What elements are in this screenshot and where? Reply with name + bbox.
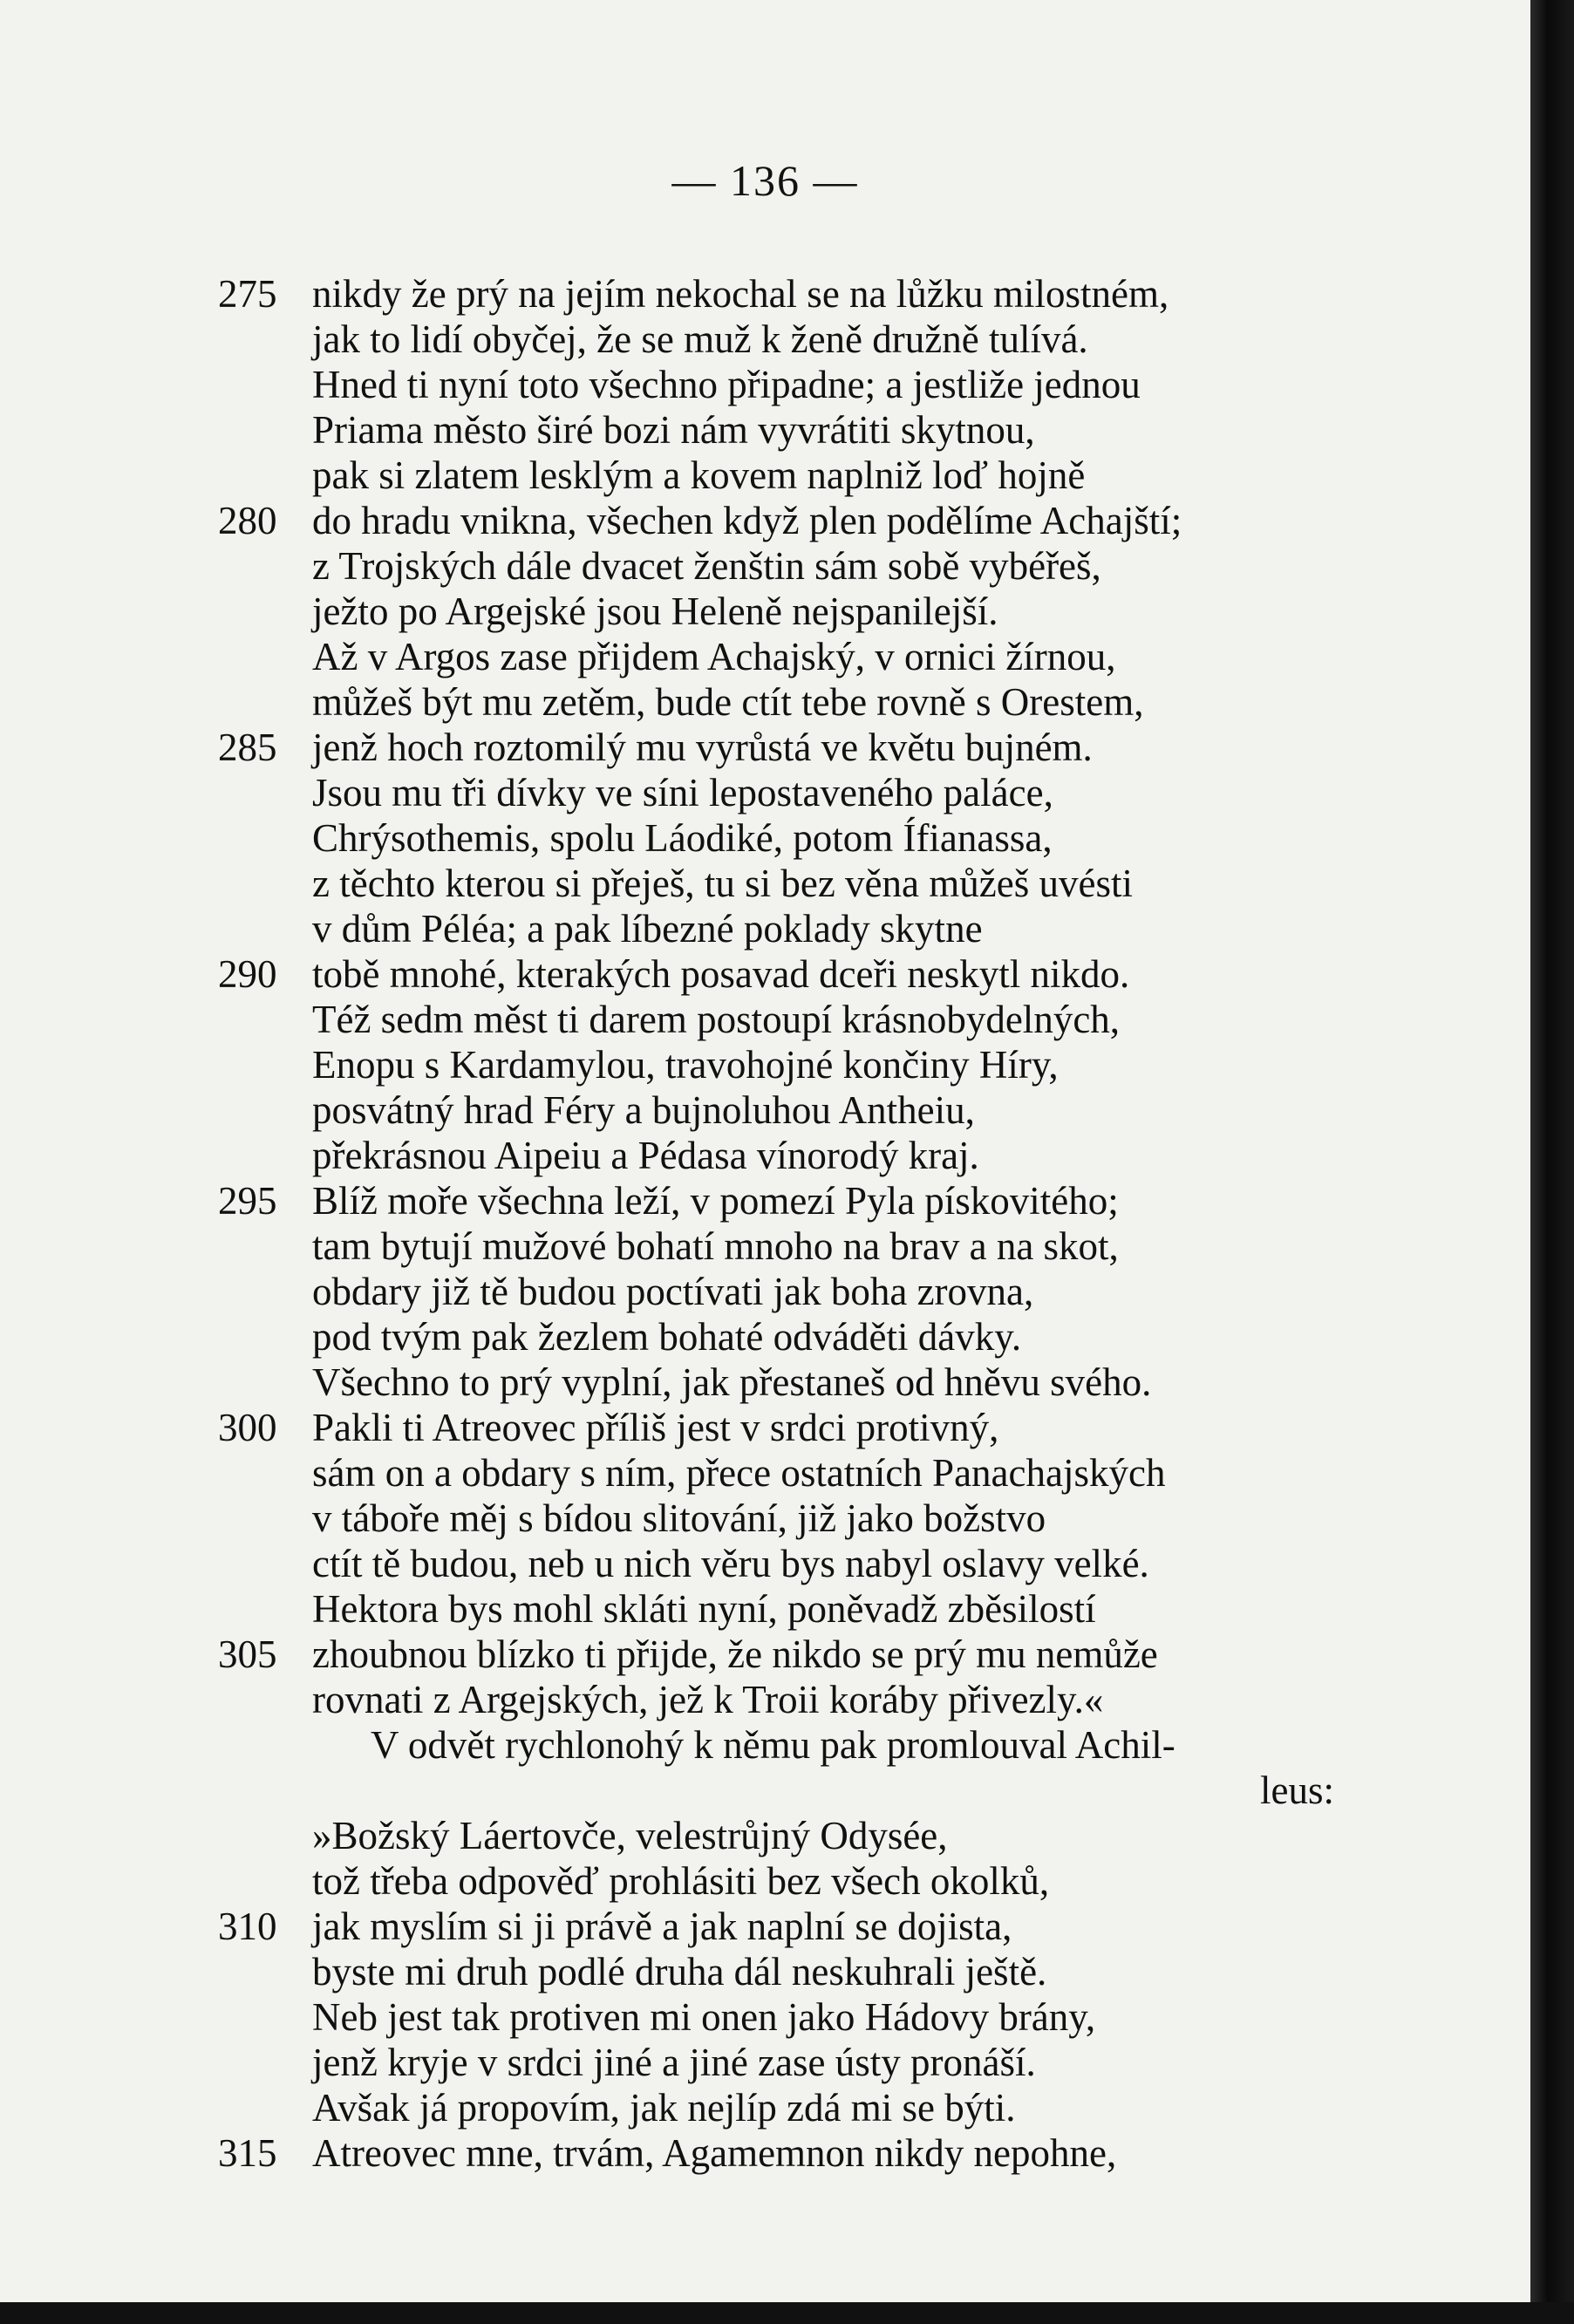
line-text: Enopu s Kardamylou, travohojné končiny Híry, bbox=[312, 1043, 1059, 1087]
verse-line bbox=[0, 815, 1530, 861]
line-text: Též sedm měst ti darem postoupí krásnobydelných, bbox=[312, 998, 1121, 1041]
verse-line bbox=[0, 1813, 1530, 1858]
line-text: Jsou mu tři dívky ve síni lepostaveného paláce, bbox=[312, 771, 1053, 814]
verse-line bbox=[0, 1269, 1530, 1314]
verse-block bbox=[0, 271, 1530, 2176]
line-text: V odvět rychlonohý k němu pak promlouval Achil- bbox=[371, 1723, 1175, 1767]
line-text: jak myslím si ji právě a jak naplní se dojista, bbox=[312, 1905, 1012, 1948]
line-text: tož třeba odpověď prohlásiti bez všech okolků, bbox=[312, 1859, 1050, 1903]
line-number: 315 bbox=[218, 2131, 277, 2175]
verse-line bbox=[0, 1223, 1530, 1269]
line-text: »Božský Láertovče, velestrůjný Odysée, bbox=[312, 1814, 948, 1857]
line-number: 305 bbox=[218, 1632, 277, 1676]
line-text: Blíž moře všechna leží, v pomezí Pyla pískovitého; bbox=[312, 1179, 1119, 1223]
verse-line bbox=[0, 997, 1530, 1042]
line-text: tam bytují mužové bohatí mnoho na brav a na skot, bbox=[312, 1224, 1119, 1268]
verse-line bbox=[0, 1087, 1530, 1133]
verse-line bbox=[0, 317, 1530, 362]
line-number: 285 bbox=[218, 726, 277, 769]
line-text: z Trojských dále dvacet ženštin sám sobě vybéřeš, bbox=[312, 544, 1101, 588]
verse-line bbox=[0, 1858, 1530, 1904]
verse-line bbox=[0, 1677, 1530, 1722]
verse-line bbox=[0, 861, 1530, 906]
line-text: ježto po Argejské jsou Heleně nejspanilejší. bbox=[312, 590, 998, 633]
line-text: v táboře měj s bídou slitování, již jako božstvo bbox=[312, 1496, 1046, 1540]
line-text: Pakli ti Atreovec příliš jest v srdci protivný, bbox=[312, 1406, 999, 1449]
verse-line bbox=[0, 679, 1530, 725]
verse-line bbox=[0, 1904, 1530, 1949]
line-text: nikdy že prý na jejím nekochal se na lůžku milostném, bbox=[312, 272, 1169, 316]
verse-line bbox=[0, 498, 1530, 543]
verse-line bbox=[0, 1994, 1530, 2040]
verse-line bbox=[0, 725, 1530, 770]
line-text: do hradu vnikna, všechen když plen podělíme Achajští; bbox=[312, 499, 1182, 542]
line-number: 275 bbox=[218, 272, 277, 316]
verse-line bbox=[0, 589, 1530, 634]
verse-line bbox=[0, 2085, 1530, 2130]
verse-line bbox=[0, 1722, 1530, 1768]
line-text: rovnati z Argejských, jež k Troii koráby přivezly.« bbox=[312, 1678, 1104, 1721]
verse-line bbox=[0, 951, 1530, 997]
line-text: pod tvým pak žezlem bohaté odváděti dávky. bbox=[312, 1315, 1022, 1359]
line-number: 300 bbox=[218, 1406, 277, 1449]
line-text: leus: bbox=[1260, 1769, 1334, 1812]
page-edge-bottom bbox=[0, 2302, 1574, 2324]
verse-line bbox=[0, 543, 1530, 589]
line-text: Atreovec mne, trvám, Agamemnon nikdy nepohne, bbox=[312, 2131, 1117, 2175]
verse-line bbox=[0, 1450, 1530, 1496]
verse-line bbox=[0, 770, 1530, 815]
line-text: sám on a obdary s ním, přece ostatních Panachajských bbox=[312, 1451, 1166, 1495]
verse-line bbox=[0, 271, 1530, 317]
verse-line bbox=[0, 1133, 1530, 1178]
page-edge-right bbox=[1530, 0, 1574, 2324]
verse-line bbox=[0, 1586, 1530, 1632]
verse-line bbox=[0, 1632, 1530, 1677]
line-number: 295 bbox=[218, 1179, 277, 1223]
line-text: Chrýsothemis, spolu Láodiké, potom Ífianassa, bbox=[312, 816, 1053, 860]
verse-line bbox=[0, 362, 1530, 407]
line-text: Hektora bys mohl skláti nyní, poněvadž zběsilostí bbox=[312, 1587, 1096, 1631]
verse-line bbox=[0, 1178, 1530, 1223]
verse-line bbox=[0, 2130, 1530, 2176]
line-text: ctít tě budou, neb u nich věru bys nabyl oslavy velké. bbox=[312, 1542, 1149, 1585]
line-text: obdary již tě budou poctívati jak boha zrovna, bbox=[312, 1270, 1034, 1313]
line-text: Neb jest tak protiven mi onen jako Hádovy brány, bbox=[312, 1995, 1096, 2039]
line-text: tobě mnohé, kterakých posavad dceři neskytl nikdo. bbox=[312, 952, 1130, 996]
page-number: — 136 — bbox=[671, 156, 859, 205]
verse-line bbox=[0, 634, 1530, 679]
line-number: 310 bbox=[218, 1905, 277, 1948]
verse-line bbox=[0, 1405, 1530, 1450]
line-text: posvátný hrad Féry a bujnoluhou Antheiu, bbox=[312, 1088, 975, 1132]
verse-line bbox=[0, 1541, 1530, 1586]
verse-line bbox=[0, 1496, 1530, 1541]
line-text: zhoubnou blízko ti přijde, že nikdo se prý mu nemůže bbox=[312, 1632, 1158, 1676]
verse-line bbox=[0, 1949, 1530, 1994]
line-text: Až v Argos zase přijdem Achajský, v ornici žírnou, bbox=[312, 635, 1116, 678]
verse-line bbox=[0, 407, 1530, 453]
line-text: jak to lidí obyčej, že se muž k ženě družně tulívá. bbox=[312, 317, 1088, 361]
line-text: jenž hoch roztomilý mu vyrůstá ve květu bujném. bbox=[312, 726, 1093, 769]
line-text: můžeš být mu zetěm, bude ctít tebe rovně s Orestem, bbox=[312, 680, 1144, 724]
line-text: Avšak já propovím, jak nejlíp zdá mi se býti. bbox=[312, 2086, 1016, 2130]
line-text: byste mi druh podlé druha dál neskuhrali ještě. bbox=[312, 1950, 1047, 1993]
line-text: Priama město širé bozi nám vyvrátiti skytnou, bbox=[312, 408, 1035, 452]
line-text: Všechno to prý vyplní, jak přestaneš od hněvu svého. bbox=[312, 1360, 1152, 1404]
line-number: 290 bbox=[218, 952, 277, 996]
verse-line bbox=[0, 1042, 1530, 1087]
line-text: z těchto kterou si přeješ, tu si bez věna můžeš uvésti bbox=[312, 862, 1133, 905]
line-text: překrásnou Aipeiu a Pédasa vínorodý kraj. bbox=[312, 1134, 979, 1177]
verse-line bbox=[0, 906, 1530, 951]
verse-line bbox=[0, 453, 1530, 498]
verse-line bbox=[0, 2040, 1530, 2085]
verse-line bbox=[0, 1314, 1530, 1360]
line-text: pak si zlatem lesklým a kovem naplniž loď hojně bbox=[312, 453, 1086, 497]
verse-line bbox=[0, 1768, 1530, 1813]
line-text: v dům Péléa; a pak líbezné poklady skytne bbox=[312, 907, 983, 951]
line-text: Hned ti nyní toto všechno připadne; a jestliže jednou bbox=[312, 363, 1141, 406]
verse-line bbox=[0, 1360, 1530, 1405]
line-number: 280 bbox=[218, 499, 277, 542]
line-text: jenž kryje v srdci jiné a jiné zase ústy pronáší. bbox=[312, 2041, 1036, 2084]
